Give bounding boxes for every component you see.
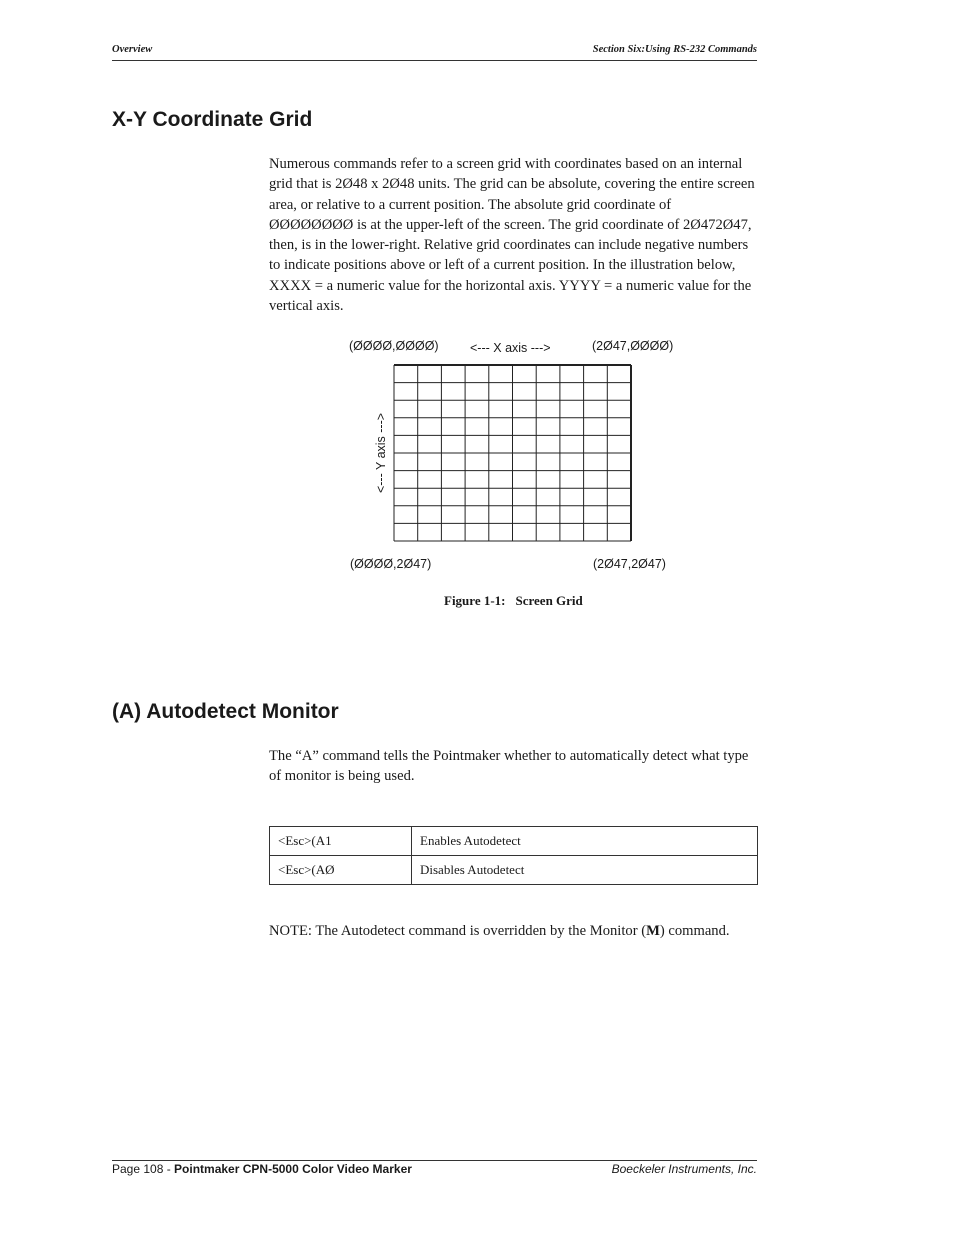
autodetect-paragraph: The “A” command tells the Pointmaker whether to automatically detect what type of monitor is being used. xyxy=(269,748,749,785)
header-chapter: Section Six:Using RS-232 Commands xyxy=(592,44,757,55)
figure-caption xyxy=(444,593,583,609)
table-row xyxy=(270,827,758,856)
autodetect-note xyxy=(269,921,759,941)
command-code: <Esc>(A1 xyxy=(270,827,412,856)
header-section: Overview xyxy=(112,44,153,55)
section-title-autodetect: (A) Autodetect Monitor xyxy=(112,700,339,723)
note-bold-command: M xyxy=(646,923,660,939)
command-table xyxy=(269,826,758,885)
footer-page-number: Page 108 - xyxy=(112,1162,175,1176)
note-text-end: ) command. xyxy=(659,923,730,939)
xy-grid-paragraph: Numerous commands refer to a screen grid with coordinates based on an internal grid that is 2Ø48 x 2Ø48 units. The grid can be absolute, covering the entire screen area, or relative to a current position. The absolute grid coordinate of ØØØØØØØØ is at the upper-left of the screen. The grid coordinate of 2Ø472Ø47, then, is in the lower-right. Relative grid coordinates can include negative numbers to indicate positions above or left of a current position. In the illustration below, XXXX = a numeric value for the horizontal axis. YYYY = a numeric value for the vertical axis. xyxy=(269,156,755,315)
page-header xyxy=(112,42,757,61)
label-top-right: (2Ø47,ØØØØ) xyxy=(592,339,674,353)
note-text: NOTE: The Autodetect command is overridden by the Monitor ( xyxy=(269,923,647,939)
caption-number: Figure 1-1: xyxy=(444,593,506,608)
label-y-axis: <--- Y axis ---> xyxy=(374,412,388,494)
label-bottom-left: (ØØØØ,2Ø47) xyxy=(350,557,432,571)
table-row xyxy=(270,856,758,885)
label-bottom-right: (2Ø47,2Ø47) xyxy=(593,557,666,571)
command-description: Disables Autodetect xyxy=(412,856,758,885)
grid-drawing xyxy=(393,364,633,544)
section-title-xy-grid: X-Y Coordinate Grid xyxy=(112,108,313,131)
footer-page-info xyxy=(112,1162,412,1176)
page-footer xyxy=(112,1160,757,1176)
label-top-left: (ØØØØ,ØØØØ) xyxy=(349,339,439,353)
footer-company: Boeckeler Instruments, Inc. xyxy=(611,1162,757,1176)
command-description: Enables Autodetect xyxy=(412,827,758,856)
label-x-axis: <--- X axis ---> xyxy=(470,341,551,355)
command-code: <Esc>(AØ xyxy=(270,856,412,885)
footer-product-title: Pointmaker CPN-5000 Color Video Marker xyxy=(174,1162,412,1176)
caption-text: Screen Grid xyxy=(515,593,583,608)
